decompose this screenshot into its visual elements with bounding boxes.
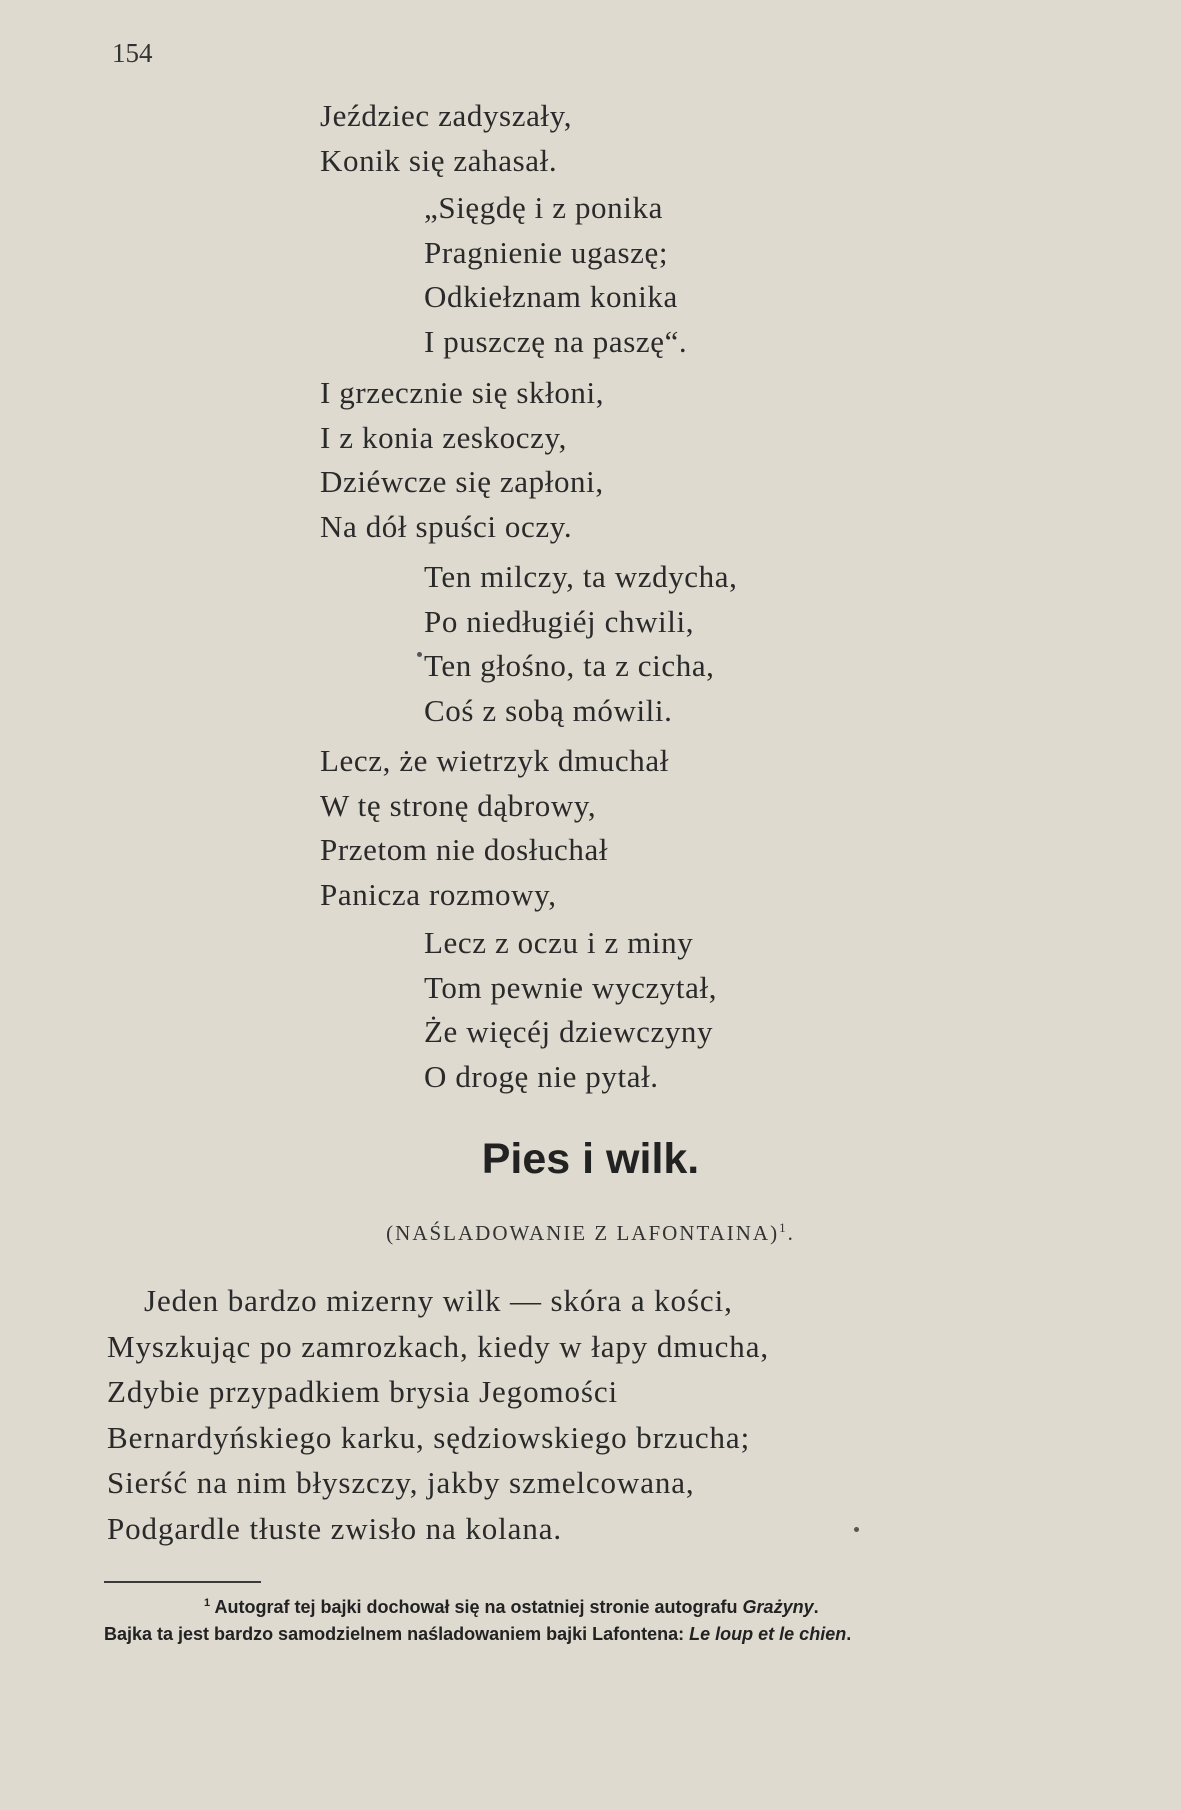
verse-line: I z konia zeskoczy,: [320, 419, 567, 455]
verse-line: Na dół spuści oczy.: [320, 508, 573, 544]
fable-subtitle: (NAŚLADOWANIE Z LAFONTAINA)$^1$.: [386, 1220, 795, 1245]
verse-line: I grzecznie się skłoni,: [320, 375, 605, 410]
verse-line: W tę stronę dąbrowy,: [320, 787, 597, 823]
verse-line: Lecz z oczu i z miny: [424, 925, 694, 960]
stanza: [424, 555, 737, 733]
stanza: [320, 371, 604, 549]
ink-speck: [417, 652, 422, 657]
footnote-end-2: .: [846, 1624, 852, 1644]
verse-line: Że więcéj dziewczyny: [424, 1014, 714, 1049]
verse-line: Ten milczy, ta wzdycha,: [424, 559, 738, 594]
fable-text: [107, 1278, 769, 1551]
verse-line: Jeździec zadyszały,: [320, 98, 573, 133]
verse-line: Ten głośno, ta z cicha,: [424, 648, 715, 683]
verse-line: Dziéwcze się zapłoni,: [320, 464, 604, 499]
fable-line: Jeden bardzo mizerny wilk — skóra a kości,: [144, 1283, 733, 1318]
verse-line: O drogę nie pytał.: [424, 1058, 659, 1094]
verse-line: Konik się zahasał.: [320, 142, 558, 178]
fable-line: Podgardle tłuste zwisło na kolana.: [107, 1510, 563, 1546]
fable-line: Bernardyńskiego karku, sędziowskiego brzucha;: [107, 1419, 751, 1455]
fable-line: Myszkując po zamrozkach, kiedy w łapy dmucha,: [107, 1328, 770, 1364]
footnote-line-2: [104, 1621, 1134, 1648]
footnote-end-1: .: [813, 1597, 819, 1617]
verse-line: Tom pewnie wyczytał,: [424, 969, 718, 1005]
subtitle-text: (NAŚLADOWANIE Z LAFONTAINA): [386, 1221, 780, 1245]
fable-line: Zdybie przypadkiem brysia Jegomości: [107, 1374, 619, 1409]
fable-line: Sierść na nim błyszczy, jakby szmelcowana,: [107, 1465, 695, 1500]
verse-line: Lecz, że wietrzyk dmuchał: [320, 743, 669, 778]
fable-title: Pies i wilk.: [481, 1135, 700, 1183]
verse-line: Po niedługiéj chwili,: [424, 603, 695, 639]
verse-line: Panicza rozmowy,: [320, 876, 557, 912]
page-number: 154: [112, 38, 153, 68]
footnote-italic-1: Grażyny: [742, 1597, 814, 1617]
stanza: [320, 739, 669, 917]
stanza: [424, 921, 717, 1099]
stanza: [424, 186, 687, 364]
verse-line: I puszczę na paszę“.: [424, 323, 688, 359]
footnote-mark: 1: [204, 1597, 211, 1609]
footnote-italic-2: Le loup et le chien: [689, 1624, 847, 1644]
verse-line: „Sięgdę i z ponika: [424, 190, 663, 225]
subtitle-footnote-mark: 1: [779, 1220, 788, 1235]
verse-line: Odkiełznam konika: [424, 279, 678, 314]
footnote-line-1: [104, 1590, 1134, 1621]
ink-speck: [854, 1527, 859, 1532]
footnote-text-2: Bajka ta jest bardzo samodzielnem naśladowaniem bajki Lafontena:: [104, 1624, 690, 1644]
footnote: [104, 1590, 1134, 1648]
footnote-divider: [104, 1581, 261, 1583]
stanza: [320, 94, 572, 183]
footnote-text-1: Autograf tej bajki dochował się na ostatniej stronie autografu: [214, 1597, 743, 1617]
verse-line: Coś z sobą mówili.: [424, 692, 673, 728]
verse-line: Przetom nie dosłuchał: [320, 832, 609, 867]
verse-line: Pragnienie ugaszę;: [424, 234, 669, 270]
